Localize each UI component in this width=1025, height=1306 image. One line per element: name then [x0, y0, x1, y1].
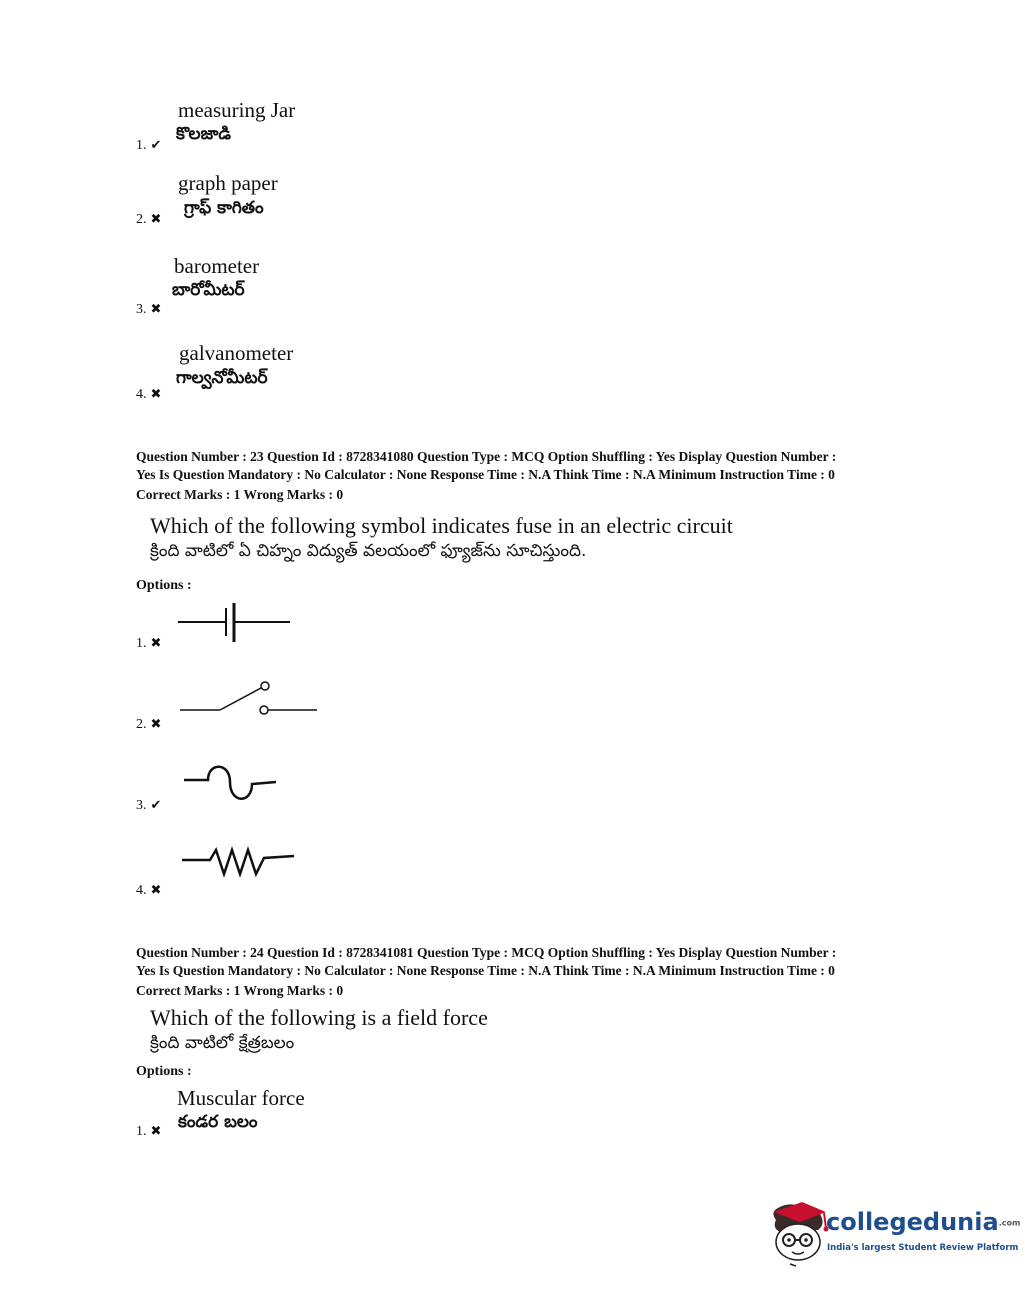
- option-text-en: measuring Jar: [178, 98, 296, 122]
- resistor-symbol-icon: [180, 846, 298, 880]
- option-number: 1.: [136, 1124, 147, 1139]
- options-label: Options :: [136, 1064, 192, 1079]
- cell-symbol-icon: [176, 600, 294, 644]
- meta-line-1: Question Number : 24 Question Id : 8728341081 Question Type : MCQ Option Shuffling : Yes Display Question Number :: [136, 945, 837, 960]
- fuse-symbol-icon: [182, 760, 280, 808]
- mascot-graduation-cap-icon: [766, 1198, 828, 1268]
- option-number: 4.: [136, 883, 147, 898]
- question-meta: [136, 944, 906, 1000]
- option-number: 2.: [136, 717, 147, 732]
- option-number: 1.: [136, 138, 147, 153]
- switch-symbol-icon: [178, 676, 320, 720]
- option-text-te: బారోమీటర్: [172, 280, 245, 300]
- checkmark-icon: ✔: [150, 137, 162, 152]
- meta-line-2: Yes Is Question Mandatory : No Calculator : None Response Time : N.A Think Time : N.A Minimum Instruction Time : 0: [136, 467, 835, 482]
- option-text-en: galvanometer: [179, 341, 294, 365]
- cross-icon: ✖: [150, 211, 162, 226]
- cross-icon: ✖: [150, 716, 162, 731]
- cross-icon: ✖: [150, 882, 162, 897]
- option-number: 2.: [136, 212, 147, 227]
- option-text-en: Muscular force: [177, 1086, 305, 1110]
- meta-line-1: Question Number : 23 Question Id : 8728341080 Question Type : MCQ Option Shuffling : Yes Display Question Number :: [136, 449, 837, 464]
- options-label: Options :: [136, 578, 192, 593]
- option-text-te: గాల్వనోమీటర్: [176, 368, 268, 388]
- checkmark-icon: ✔: [150, 797, 162, 812]
- question-text-en: Which of the following symbol indicates fuse in an electric circuit: [150, 513, 733, 538]
- option-text-te: కొలజాడి: [176, 124, 231, 144]
- option-text-te: గ్రాఫ్ కాగితం: [184, 198, 264, 218]
- option-text-en: barometer: [174, 254, 260, 278]
- cross-icon: ✖: [150, 386, 162, 401]
- option-text-te: కండర బలం: [178, 1112, 258, 1132]
- cross-icon: ✖: [150, 635, 162, 650]
- question-text-te: క్రింది వాటిలో క్షేత్రబలం: [150, 1033, 295, 1053]
- option-number: 4.: [136, 387, 147, 402]
- meta-line-2: Yes Is Question Mandatory : No Calculator : None Response Time : N.A Think Time : N.A Minimum Instruction Time : 0: [136, 963, 835, 978]
- option-number: 3.: [136, 302, 147, 317]
- collegedunia-logo: [766, 1198, 1021, 1270]
- meta-line-3: Correct Marks : 1 Wrong Marks : 0: [136, 983, 344, 998]
- option-number: 1.: [136, 636, 147, 651]
- question-text-en: Which of the following is a field force: [150, 1005, 488, 1030]
- question-meta: [136, 448, 906, 504]
- meta-line-3: Correct Marks : 1 Wrong Marks : 0: [136, 487, 344, 502]
- question-text-te: క్రింది వాటిలో ఏ చిహ్నం విద్యుత్ వలయంలో ఫ్యూజ్‌ను సూచిస్తుంది.: [150, 541, 587, 561]
- cross-icon: ✖: [150, 1123, 162, 1138]
- logo-tagline: India's largest Student Review Platform: [827, 1243, 1019, 1253]
- logo-suffix: .com: [998, 1218, 1021, 1228]
- cross-icon: ✖: [150, 301, 162, 316]
- option-number: 3.: [136, 798, 147, 813]
- logo-brand: collegedunia: [826, 1208, 999, 1236]
- option-text-en: graph paper: [178, 171, 278, 195]
